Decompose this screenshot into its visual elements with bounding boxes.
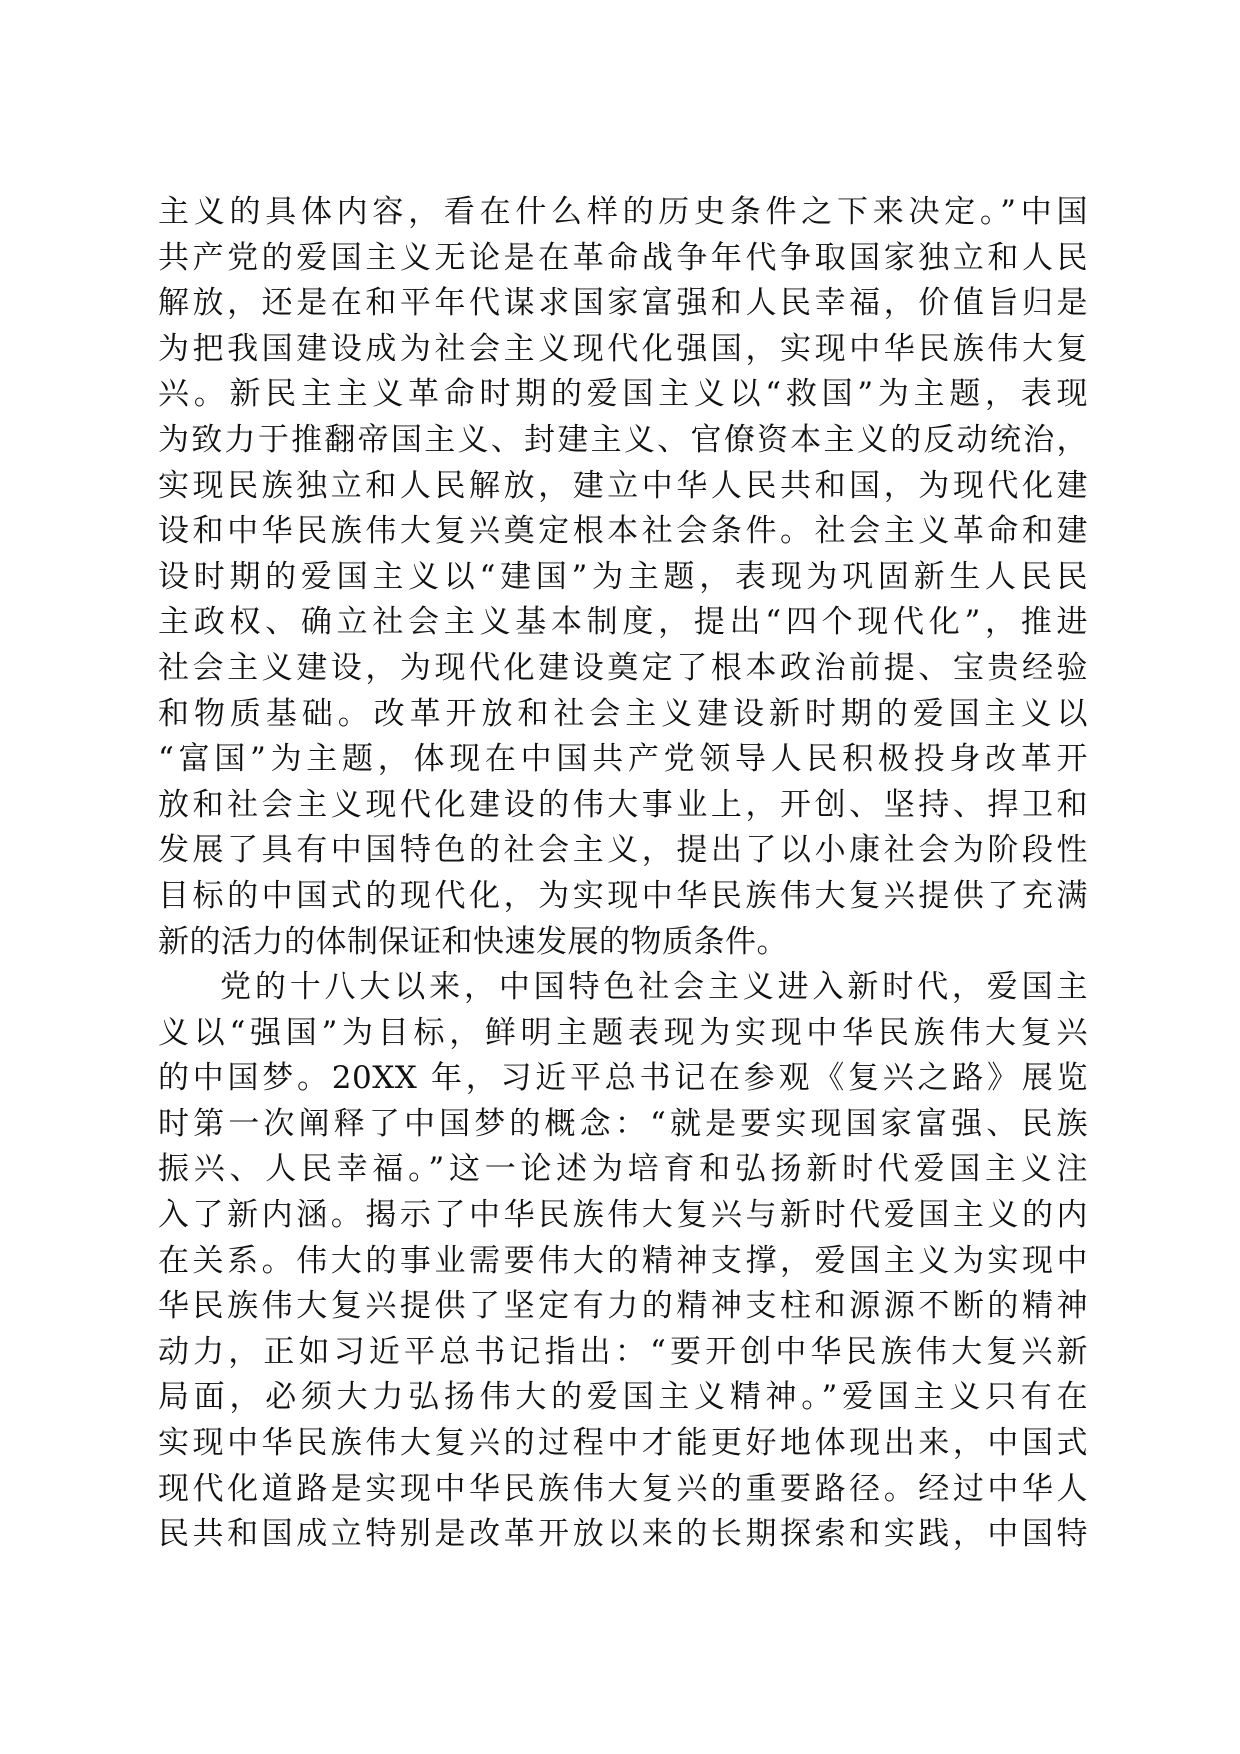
text-line: 民共和国成立特别是改革开放以来的长期探索和实践，中国特 <box>158 1516 1088 1553</box>
document-body <box>158 190 1088 1558</box>
text-line: 新的活力的体制保证和快速发展的物质条件。 <box>158 923 788 960</box>
text-line: 设和中华民族伟大复兴奠定根本社会条件。社会主义革命和建 <box>158 513 1088 550</box>
text-line: 解放，还是在和平年代谋求国家富强和人民幸福，价值旨归是 <box>158 285 1088 322</box>
paragraph <box>158 965 1088 1558</box>
text-line: 为致力于推翻帝国主义、封建主义、官僚资本主义的反动统治， <box>158 421 1088 458</box>
text-line: 时第一次阐释了中国梦的概念：“就是要实现国家富强、民族 <box>158 1105 1088 1142</box>
text-line: 动力，正如习近平总书记指出：“要开创中华民族伟大复兴新 <box>158 1333 1088 1370</box>
text-line: 放和社会主义现代化建设的伟大事业上，开创、坚持、捍卫和 <box>158 786 1088 823</box>
text-line: 共产党的爱国主义无论是在革命战争年代争取国家独立和人民 <box>158 239 1088 276</box>
text-line: 主义的具体内容，看在什么样的历史条件之下来决定。”中国 <box>158 194 1088 230</box>
paragraph <box>158 190 1088 965</box>
text-line: 华民族伟大复兴提供了坚定有力的精神支柱和源源不断的精神 <box>158 1288 1088 1325</box>
text-line: 实现民族独立和人民解放，建立中华人民共和国，为现代化建 <box>158 467 1088 504</box>
text-line: 为把我国建设成为社会主义现代化强国，实现中华民族伟大复 <box>158 330 1088 367</box>
text-line: 社会主义建设，为现代化建设奠定了根本政治前提、宝贵经验 <box>158 649 1088 686</box>
text-line: 发展了具有中国特色的社会主义，提出了以小康社会为阶段性 <box>158 832 1088 869</box>
text-line: 和物质基础。改革开放和社会主义建设新时期的爱国主义以 <box>158 695 1088 732</box>
text-line: “富国”为主题，体现在中国共产党领导人民积极投身改革开 <box>158 741 1088 778</box>
text-line: 义以“强国”为目标，鲜明主题表现为实现中华民族伟大复兴 <box>158 1014 1088 1051</box>
text-line: 振兴、人民幸福。”这一论述为培育和弘扬新时代爱国主义注 <box>158 1151 1088 1188</box>
text-line: 入了新内涵。揭示了中华民族伟大复兴与新时代爱国主义的内 <box>158 1197 1088 1234</box>
text-line: 目标的中国式的现代化，为实现中华民族伟大复兴提供了充满 <box>158 877 1088 914</box>
text-line: 的中国梦。20XX 年，习近平总书记在参观《复兴之路》展览 <box>158 1060 1088 1097</box>
text-line: 局面，必须大力弘扬伟大的爱国主义精神。”爱国主义只有在 <box>158 1379 1088 1416</box>
text-line: 在关系。伟大的事业需要伟大的精神支撑，爱国主义为实现中 <box>158 1242 1088 1279</box>
text-line: 主政权、确立社会主义基本制度，提出“四个现代化”，推进 <box>158 604 1088 641</box>
text-line: 兴。新民主主义革命时期的爱国主义以“救国”为主题，表现 <box>158 376 1088 413</box>
text-line: 实现中华民族伟大复兴的过程中才能更好地体现出来，中国式 <box>158 1425 1088 1462</box>
text-line: 现代化道路是实现中华民族伟大复兴的重要路径。经过中华人 <box>158 1470 1088 1507</box>
text-line: 设时期的爱国主义以“建国”为主题，表现为巩固新生人民民 <box>158 558 1088 595</box>
text-line: 党的十八大以来，中国特色社会主义进入新时代，爱国主 <box>220 969 1088 1006</box>
